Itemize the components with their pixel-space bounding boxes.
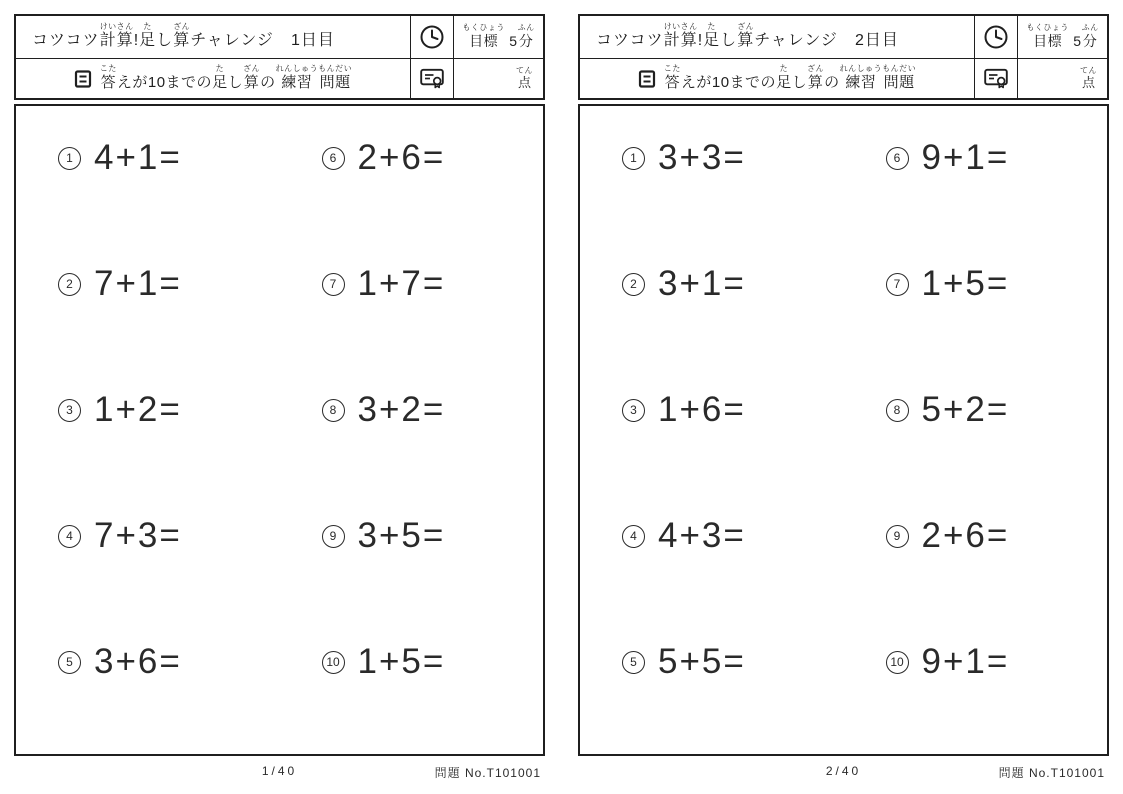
ruby-segment: えが10までの [116,74,213,92]
ruby-segment: コツコツ [32,32,100,50]
problem-equation: 3+3= [658,138,746,177]
ruby-segment: 5 [1068,33,1082,50]
clock-icon [419,24,445,50]
ruby-segment: し [791,74,808,92]
certificate-icon-cell [411,59,454,98]
subtitle-cell [580,59,975,98]
ruby-segment: こた 答 [663,64,681,92]
problem-item [844,246,1108,322]
problem-item [280,498,544,574]
problem-equation: 1+5= [357,642,446,681]
ruby-segment: てん 点 [1080,65,1097,90]
ruby-segment: けいさん 計算 [99,22,134,50]
ruby-segment: えが10までの [680,74,777,92]
problem-number: 10 [322,651,345,674]
clock-icon-cell [975,16,1018,59]
problem-item [844,624,1108,700]
problem-item [16,498,280,574]
problem-item [16,624,280,700]
problem-equation: 5+2= [921,390,1010,429]
document-number: 問題 No.T101001 [998,766,1105,781]
sheet-header-table [578,14,1109,100]
problem-number: 9 [886,525,909,548]
problem-number: 2 [58,273,81,296]
ruby-segment: ふん 分 [1081,23,1099,50]
score-cell [454,59,543,98]
problem-equation: 7+3= [94,516,182,555]
problem-equation: 2+6= [921,516,1010,555]
problem-item [280,624,544,700]
ruby-segment: 5 [504,33,518,50]
problem-equation: 4+3= [658,516,746,555]
ruby-segment: 2日目 [837,32,899,50]
problems-grid [578,104,1109,756]
worksheet-sheet-1 [14,14,545,780]
worksheet-subtitle [664,65,916,91]
ruby-segment: た 足 [776,64,792,92]
ruby-segment: の [260,74,276,92]
problem-number: 3 [622,399,645,422]
page-number: 1/40 [261,764,298,779]
ruby-segment: ふん 分 [517,23,535,50]
problem-number: 4 [622,525,645,548]
ruby-segment: ざん 算 [737,22,755,50]
problem-equation: 9+1= [921,138,1010,177]
score-cell [1018,59,1107,98]
goal-time-label [1026,24,1098,49]
page-number: 2/40 [825,764,862,779]
sheet-footer [578,764,1109,780]
clock-icon [983,24,1009,50]
ruby-segment: し [227,74,244,92]
ruby-segment: もくひょう 目標 [1026,23,1069,50]
ruby-segment: た 足 [212,64,228,92]
note-icon [638,70,656,88]
ruby-segment: チャレンジ [190,32,274,50]
goal-cell [454,16,543,59]
ruby-segment: れんしゅう 練習 [275,64,319,92]
ruby-segment: れんしゅう 練習 [839,64,883,92]
problem-number: 8 [322,399,345,422]
problem-equation: 2+6= [357,138,446,177]
score-label [1080,67,1097,91]
problem-item [16,372,280,448]
problem-item [280,372,544,448]
ruby-segment: た 足 [703,22,721,50]
ruby-segment: ! [133,32,140,50]
score-label [516,67,533,91]
ruby-segment: の [824,74,840,92]
problem-equation: 3+5= [357,516,446,555]
ruby-segment: チャレンジ [754,32,838,50]
problem-equation: 3+1= [658,264,746,303]
ruby-segment: てん 点 [516,65,533,90]
problem-item [580,120,844,196]
problem-number: 9 [322,525,345,548]
worksheet-sheet-2 [578,14,1109,780]
ruby-segment: こた 答 [99,64,117,92]
ruby-segment: けいさん 計算 [663,22,698,50]
problem-equation: 5+5= [658,642,746,681]
ruby-segment: もんだい 問題 [882,64,917,92]
clock-icon-cell [411,16,454,59]
problem-number: 8 [886,399,909,422]
ruby-segment: 1日目 [273,32,335,50]
subtitle-cell [16,59,411,98]
certificate-icon [420,68,445,89]
title-cell [580,16,975,59]
problem-item [580,498,844,574]
problem-equation: 7+1= [94,264,182,303]
problem-equation: 1+7= [357,264,446,303]
sheet-header-table [14,14,545,100]
goal-time-label [462,24,534,49]
sheet-footer [14,764,545,780]
problem-number: 6 [886,147,909,170]
problem-item [580,624,844,700]
ruby-segment: ! [697,32,704,50]
problem-equation: 9+1= [921,642,1010,681]
worksheet-subtitle [100,65,352,91]
problem-item [844,120,1108,196]
problem-equation: 4+1= [94,138,182,177]
ruby-segment: た 足 [139,22,157,50]
goal-cell [1018,16,1107,59]
problem-item [16,120,280,196]
problem-number: 4 [58,525,81,548]
problem-equation: 3+2= [357,390,446,429]
problem-number: 6 [322,147,345,170]
problem-item [280,120,544,196]
ruby-segment: し [720,32,738,50]
ruby-segment: ざん 算 [243,64,261,92]
problem-item [844,498,1108,574]
problem-number: 5 [622,651,645,674]
problem-equation: 3+6= [94,642,182,681]
problem-number: 7 [886,273,909,296]
worksheet-title [32,23,335,50]
problem-number: 7 [322,273,345,296]
certificate-icon [984,68,1009,89]
ruby-segment: もくひょう 目標 [462,23,505,50]
problem-item [580,246,844,322]
certificate-icon-cell [975,59,1018,98]
problem-number: 1 [622,147,645,170]
problem-number: 1 [58,147,81,170]
ruby-segment: ざん 算 [807,64,825,92]
problems-grid [14,104,545,756]
ruby-segment: もんだい 問題 [318,64,353,92]
problem-item [580,372,844,448]
worksheet-title [596,23,899,50]
problem-equation: 1+6= [658,390,746,429]
problem-number: 10 [886,651,909,674]
problem-item [16,246,280,322]
problem-equation: 1+2= [94,390,182,429]
problem-item [280,246,544,322]
note-icon [74,70,92,88]
title-cell [16,16,411,59]
ruby-segment: ざん 算 [173,22,191,50]
document-number: 問題 No.T101001 [434,766,541,781]
ruby-segment: コツコツ [596,32,664,50]
ruby-segment: し [156,32,174,50]
problem-number: 3 [58,399,81,422]
problem-number: 2 [622,273,645,296]
problem-equation: 1+5= [921,264,1010,303]
problem-number: 5 [58,651,81,674]
problem-item [844,372,1108,448]
